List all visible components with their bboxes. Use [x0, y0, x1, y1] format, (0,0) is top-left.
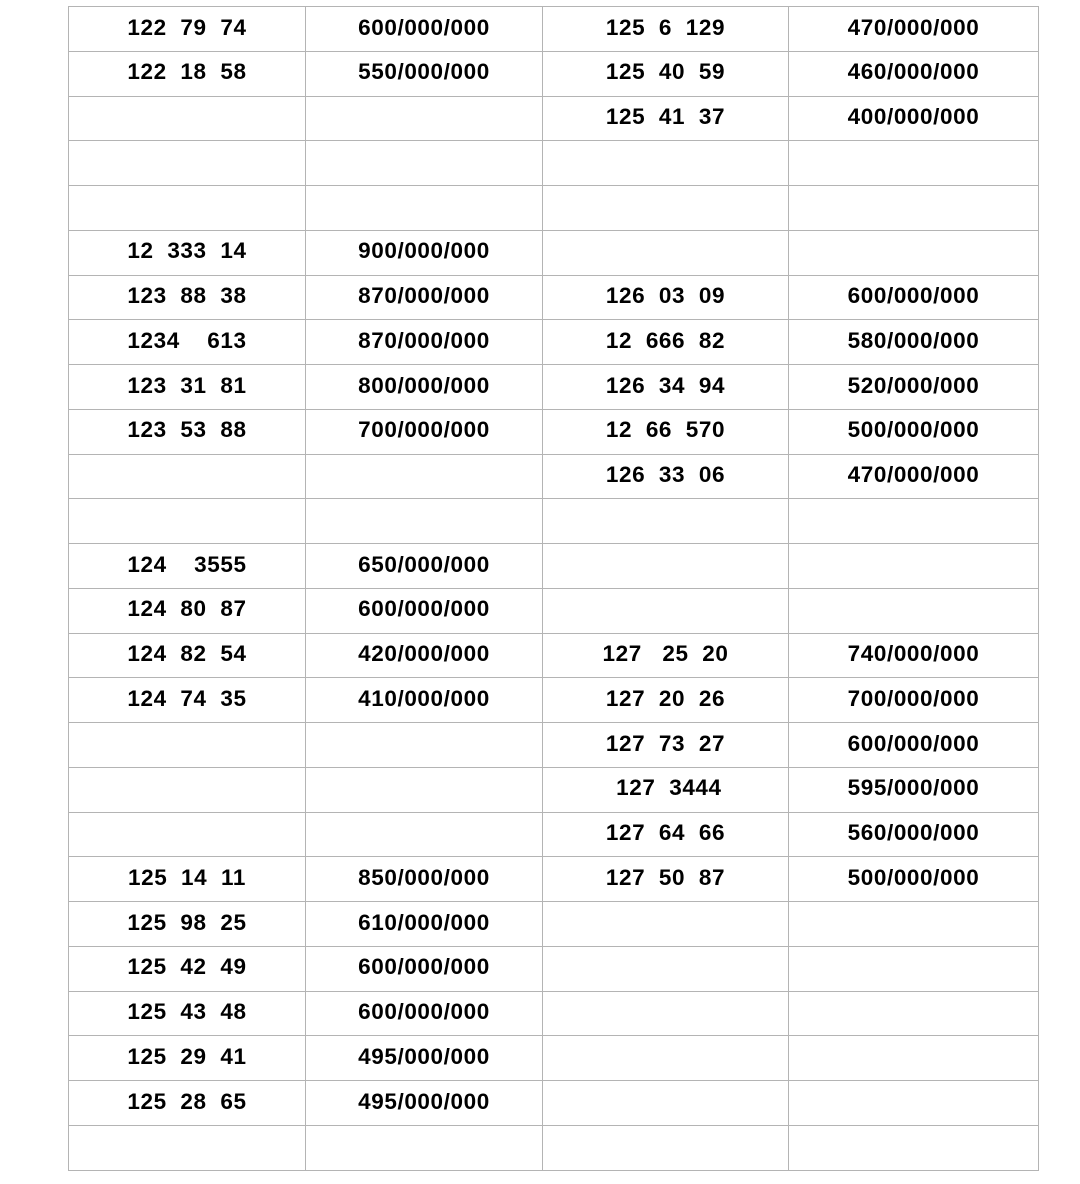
cell-right-value-column[interactable]: 400/000/000	[789, 96, 1039, 141]
cell-right-code-column[interactable]	[543, 141, 789, 186]
table-row	[69, 857, 1039, 902]
cell-left-value-column[interactable]	[306, 96, 543, 141]
cell-right-code-column[interactable]	[543, 902, 789, 947]
cell-left-code-column[interactable]: 122 18 58	[69, 51, 306, 96]
table-row	[69, 767, 1039, 812]
cell-right-code-column[interactable]	[543, 1125, 789, 1170]
cell-left-value-column[interactable]: 495/000/000	[306, 1036, 543, 1081]
cell-right-value-column[interactable]	[789, 1081, 1039, 1126]
cell-left-code-column[interactable]: 125 29 41	[69, 1036, 306, 1081]
table-row	[69, 96, 1039, 141]
cell-right-value-column[interactable]	[789, 946, 1039, 991]
cell-right-value-column[interactable]	[789, 499, 1039, 544]
cell-right-code-column[interactable]	[543, 991, 789, 1036]
cell-left-code-column[interactable]	[69, 454, 306, 499]
table-row	[69, 365, 1039, 410]
cell-right-code-column[interactable]	[543, 1036, 789, 1081]
cell-left-code-column[interactable]: 125 14 11	[69, 857, 306, 902]
cell-left-value-column[interactable]: 600/000/000	[306, 991, 543, 1036]
cell-right-value-column[interactable]: 500/000/000	[789, 409, 1039, 454]
cell-left-value-column[interactable]: 900/000/000	[306, 230, 543, 275]
cell-right-code-column[interactable]: 125 40 59	[543, 51, 789, 96]
cell-right-code-column[interactable]: 126 33 06	[543, 454, 789, 499]
cell-right-code-column[interactable]: 127 50 87	[543, 857, 789, 902]
cell-right-value-column[interactable]: 560/000/000	[789, 812, 1039, 857]
cell-right-code-column[interactable]: 126 34 94	[543, 365, 789, 410]
cell-right-code-column[interactable]: 127 20 26	[543, 678, 789, 723]
cell-left-code-column[interactable]	[69, 96, 306, 141]
cell-left-code-column[interactable]: 125 43 48	[69, 991, 306, 1036]
cell-right-code-column[interactable]	[543, 186, 789, 231]
table-row	[69, 7, 1039, 52]
cell-right-code-column[interactable]: 127 3444	[543, 767, 789, 812]
cell-right-code-column[interactable]	[543, 499, 789, 544]
cell-left-code-column[interactable]	[69, 186, 306, 231]
cell-left-value-column[interactable]: 850/000/000	[306, 857, 543, 902]
table-row	[69, 1081, 1039, 1126]
cell-right-value-column[interactable]: 520/000/000	[789, 365, 1039, 410]
table-row	[69, 499, 1039, 544]
table-row	[69, 633, 1039, 678]
cell-right-code-column[interactable]: 12 66 570	[543, 409, 789, 454]
cell-left-value-column[interactable]	[306, 723, 543, 768]
cell-right-code-column[interactable]	[543, 588, 789, 633]
cell-left-value-column[interactable]: 610/000/000	[306, 902, 543, 947]
cell-left-code-column[interactable]: 125 98 25	[69, 902, 306, 947]
cell-right-code-column[interactable]: 125 41 37	[543, 96, 789, 141]
cell-right-code-column[interactable]: 127 73 27	[543, 723, 789, 768]
cell-left-code-column[interactable]: 123 88 38	[69, 275, 306, 320]
table-row	[69, 275, 1039, 320]
cell-right-value-column[interactable]: 580/000/000	[789, 320, 1039, 365]
cell-left-value-column[interactable]	[306, 186, 543, 231]
cell-left-value-column[interactable]: 800/000/000	[306, 365, 543, 410]
cell-left-code-column[interactable]	[69, 1125, 306, 1170]
cell-right-value-column[interactable]	[789, 230, 1039, 275]
cell-right-code-column[interactable]: 126 03 09	[543, 275, 789, 320]
cell-left-code-column[interactable]: 1234 613	[69, 320, 306, 365]
cell-right-value-column[interactable]: 460/000/000	[789, 51, 1039, 96]
cell-right-value-column[interactable]	[789, 1036, 1039, 1081]
cell-left-value-column[interactable]	[306, 1125, 543, 1170]
table-row	[69, 812, 1039, 857]
cell-right-code-column[interactable]: 125 6 129	[543, 7, 789, 52]
cell-left-value-column[interactable]: 600/000/000	[306, 946, 543, 991]
table-row	[69, 1036, 1039, 1081]
table-row	[69, 141, 1039, 186]
table-row	[69, 186, 1039, 231]
cell-left-value-column[interactable]: 410/000/000	[306, 678, 543, 723]
cell-left-code-column[interactable]	[69, 141, 306, 186]
cell-left-code-column[interactable]	[69, 812, 306, 857]
cell-left-value-column[interactable]: 550/000/000	[306, 51, 543, 96]
cell-left-code-column[interactable]	[69, 767, 306, 812]
table-row	[69, 723, 1039, 768]
table-row	[69, 991, 1039, 1036]
cell-right-value-column[interactable]	[789, 544, 1039, 589]
cell-right-value-column[interactable]	[789, 991, 1039, 1036]
cell-left-code-column[interactable]: 125 28 65	[69, 1081, 306, 1126]
cell-right-value-column[interactable]: 600/000/000	[789, 723, 1039, 768]
cell-left-code-column[interactable]: 124 82 54	[69, 633, 306, 678]
cell-right-code-column[interactable]	[543, 946, 789, 991]
table-row	[69, 902, 1039, 947]
cell-right-value-column[interactable]: 470/000/000	[789, 454, 1039, 499]
cell-left-value-column[interactable]: 650/000/000	[306, 544, 543, 589]
cell-right-value-column[interactable]: 595/000/000	[789, 767, 1039, 812]
cell-left-code-column[interactable]: 125 42 49	[69, 946, 306, 991]
cell-left-code-column[interactable]	[69, 723, 306, 768]
cell-left-value-column[interactable]	[306, 812, 543, 857]
cell-left-value-column[interactable]: 600/000/000	[306, 588, 543, 633]
cell-left-value-column[interactable]	[306, 499, 543, 544]
table-row	[69, 51, 1039, 96]
cell-left-value-column[interactable]: 700/000/000	[306, 409, 543, 454]
cell-right-value-column[interactable]	[789, 588, 1039, 633]
table-row	[69, 409, 1039, 454]
table-row	[69, 588, 1039, 633]
cell-left-value-column[interactable]	[306, 767, 543, 812]
table-row	[69, 678, 1039, 723]
cell-left-value-column[interactable]: 870/000/000	[306, 320, 543, 365]
cell-left-value-column[interactable]: 600/000/000	[306, 7, 543, 52]
cell-right-value-column[interactable]: 470/000/000	[789, 7, 1039, 52]
cell-left-code-column[interactable]: 124 74 35	[69, 678, 306, 723]
cell-left-code-column[interactable]: 124 3555	[69, 544, 306, 589]
table-row	[69, 1125, 1039, 1170]
cell-right-value-column[interactable]: 700/000/000	[789, 678, 1039, 723]
cell-left-code-column[interactable]	[69, 499, 306, 544]
cell-left-value-column[interactable]: 870/000/000	[306, 275, 543, 320]
cell-left-code-column[interactable]: 124 80 87	[69, 588, 306, 633]
cell-right-value-column[interactable]: 500/000/000	[789, 857, 1039, 902]
cell-left-code-column[interactable]: 122 79 74	[69, 7, 306, 52]
cell-left-value-column[interactable]	[306, 141, 543, 186]
cell-right-value-column[interactable]	[789, 141, 1039, 186]
cell-right-code-column[interactable]	[543, 544, 789, 589]
cell-left-value-column[interactable]	[306, 454, 543, 499]
cell-right-value-column[interactable]: 600/000/000	[789, 275, 1039, 320]
data-table	[68, 6, 1039, 1171]
table-row	[69, 320, 1039, 365]
table-row	[69, 454, 1039, 499]
table-row	[69, 544, 1039, 589]
table-body	[69, 7, 1039, 1171]
cell-left-code-column[interactable]: 123 31 81	[69, 365, 306, 410]
cell-right-code-column[interactable]	[543, 1081, 789, 1126]
cell-right-code-column[interactable]: 127 64 66	[543, 812, 789, 857]
cell-right-value-column[interactable]	[789, 186, 1039, 231]
cell-left-value-column[interactable]: 420/000/000	[306, 633, 543, 678]
cell-left-code-column[interactable]: 123 53 88	[69, 409, 306, 454]
cell-right-value-column[interactable]	[789, 1125, 1039, 1170]
cell-right-code-column[interactable]: 127 25 20	[543, 633, 789, 678]
cell-right-code-column[interactable]	[543, 230, 789, 275]
table-row	[69, 946, 1039, 991]
cell-right-code-column[interactable]: 12 666 82	[543, 320, 789, 365]
cell-left-code-column[interactable]: 12 333 14	[69, 230, 306, 275]
cell-right-value-column[interactable]: 740/000/000	[789, 633, 1039, 678]
cell-left-value-column[interactable]: 495/000/000	[306, 1081, 543, 1126]
table-row	[69, 230, 1039, 275]
cell-right-value-column[interactable]	[789, 902, 1039, 947]
